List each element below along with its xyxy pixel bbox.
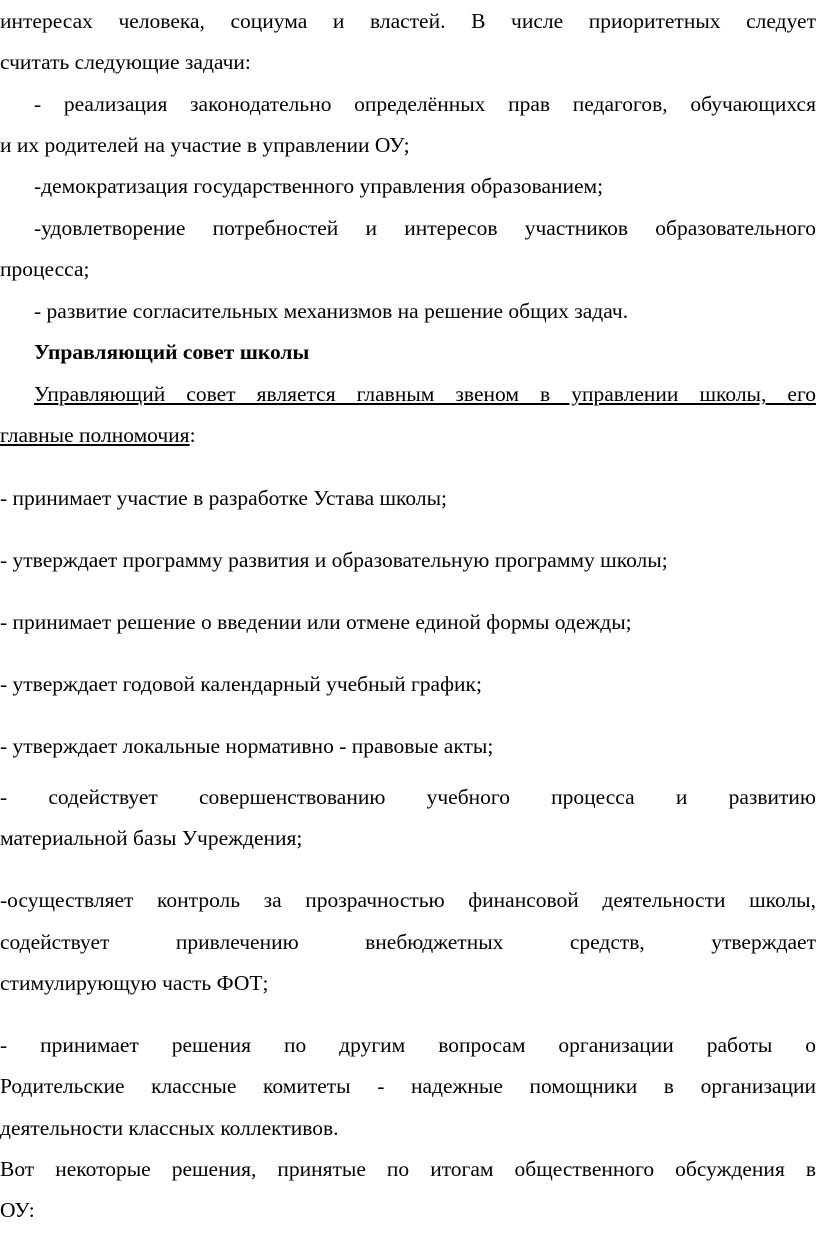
section-heading: Управляющий совет школы	[34, 340, 310, 364]
underlined-phrase: главные полномочия	[0, 423, 190, 447]
list-item: - утверждает годовой календарный учебный график;	[0, 672, 482, 696]
list-item: - утверждает программу развития и образовательную программу школы;	[0, 548, 668, 572]
paragraph-line: считать следующие задачи:	[0, 50, 251, 74]
paragraph-line: - развитие согласительных механизмов на решение общих задач.	[34, 299, 629, 323]
list-item-continuation: Родительские классные комитеты - надежные помощники в организации	[0, 1074, 816, 1098]
intro-line: Управляющий совет является главным звеном в управлении школы, его	[34, 382, 816, 406]
paragraph-line: процесса;	[0, 257, 90, 281]
paragraph-line: -демократизация государственного управления образованием;	[34, 174, 604, 198]
closing-line: ОУ:	[0, 1198, 35, 1222]
paragraph-line: -удовлетворение потребностей и интересов участников образовательного	[34, 216, 816, 240]
list-item-continuation: материальной базы Учреждения;	[0, 826, 303, 850]
list-item: - принимает участие в разработке Устава школы;	[0, 486, 448, 510]
list-item: - принимает решение о введении или отмене единой формы одежды;	[0, 610, 632, 634]
colon: :	[189, 423, 196, 447]
paragraph-line: - реализация законодательно определённых прав педагогов, обучающихся	[34, 92, 816, 116]
list-item: - утверждает локальные нормативно - правовые акты;	[0, 734, 494, 758]
intro-line	[0, 422, 816, 448]
list-item-continuation: деятельности классных коллективов.	[0, 1116, 339, 1140]
list-item-continuation: стимулирующую часть ФОТ;	[0, 971, 269, 995]
paragraph-line: и их родителей на участие в управлении ОУ;	[0, 133, 410, 157]
list-item: -осуществляет контроль за прозрачностью финансовой деятельности школы,	[0, 888, 816, 912]
paragraph-line: интересах человека, социума и властей. В числе приоритетных следует	[0, 9, 816, 33]
list-item-continuation: содействует привлечению внебюджетных средств, утверждает	[0, 930, 816, 954]
list-item: - содействует совершенствованию учебного процесса и развитию	[0, 785, 816, 809]
list-item: - принимает решения по другим вопросам организации работы о	[0, 1033, 816, 1057]
closing-line: Вот некоторые решения, принятые по итогам общественного обсуждения в	[0, 1157, 816, 1181]
